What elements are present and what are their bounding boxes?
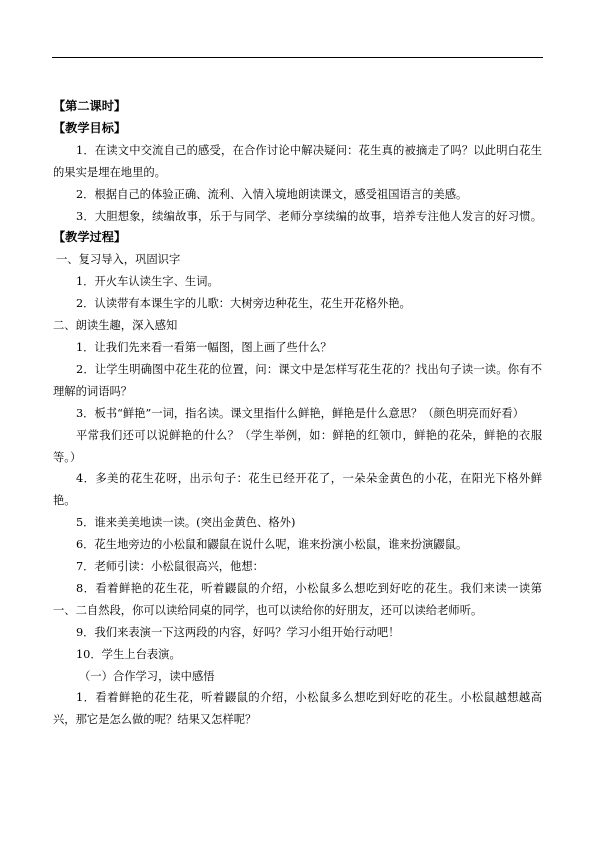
- section-heading-goals: 【教学目标】: [53, 120, 127, 135]
- step-2-6: 6．花生地旁边的小松鼠和鼹鼠在说什么呢，谁来扮演小松鼠，谁来扮演鼹鼠。: [76, 538, 468, 552]
- goal-1: 1．在读文中交流自己的感受，在合作讨论中解决疑问：花生真的被摘走了吗？以此明白花生的果实是埋在地里的。: [53, 143, 542, 179]
- step-2-3-note: 平常我们还可以说鲜艳的什么？（学生举例，如：鲜艳的红领巾，鲜艳的花朵，鲜艳的衣服等。）: [53, 428, 542, 464]
- step-2-1: 1．让我们先来看一看第一幅图，图上画了些什么？: [76, 340, 332, 354]
- step-2-10: 10．学生上台表演。: [76, 647, 181, 661]
- step-2-2: 2．让学生明确图中花生花的位置，问：课文中是怎样写花生花的？找出句子读一读。你有不理解的词语吗？: [53, 362, 542, 398]
- step-2-5: 5．谁来美美地读一读。(突出金黄色、格外): [76, 516, 296, 530]
- step-2-7: 7．老师引读：小松鼠很高兴，他想：: [76, 560, 264, 574]
- header-rule: [52, 57, 543, 58]
- step-heading-1: 一、复习导入，巩固识字: [56, 253, 181, 267]
- document-body: [53, 96, 542, 731]
- section-heading-lesson: 【第二课时】: [53, 99, 127, 113]
- step-1-1: 1．开火车认读生字、生词。: [76, 275, 219, 289]
- step-2-4: 4．多美的花生花呀，出示句子：花生已经开花了，一朵朵金黄色的小花，在阳光下格外鲜艳。: [53, 472, 542, 508]
- step-2-9: 9．我们来表演一下这两段的内容，好吗？学习小组开始行动吧！: [76, 625, 400, 639]
- step-2-3: 3．板书“鲜艳”一词，指名读。课文里指什么鲜艳，鲜艳是什么意思？（颜色明亮而好看）: [76, 406, 525, 420]
- step-heading-2: 二、朗读生趣，深入感知: [53, 319, 178, 333]
- step-1-2: 2．认读带有本课生字的儿歌：大树旁边种花生，花生开花格外艳。: [76, 297, 411, 311]
- sub-heading-cooperative: （一）合作学习，读中感悟: [79, 669, 215, 683]
- goal-2: 2．根据自己的体验正确、流利、入情入境地朗读课文，感受祖国语言的美感。: [76, 187, 468, 201]
- step-2-8: 8．看着鲜艳的花生花，听着鼹鼠的介绍，小松鼠多么想吃到好吃的花生。我们来读一读第一、二自然段，你可以读给同桌的同学，也可以读给你的好朋友，还可以读给老师听。: [53, 581, 542, 617]
- sub-step-1: 1．看着鲜艳的花生花，听着鼹鼠的介绍，小松鼠多么想吃到好吃的花生。小松鼠越想越高兴，那它是怎么做的呢？结果又怎样呢？: [53, 691, 542, 727]
- goal-3: 3．大胆想象，续编故事，乐于与同学、老师分享续编的故事，培养专注他人发言的好习惯。【教学过程】: [53, 209, 542, 245]
